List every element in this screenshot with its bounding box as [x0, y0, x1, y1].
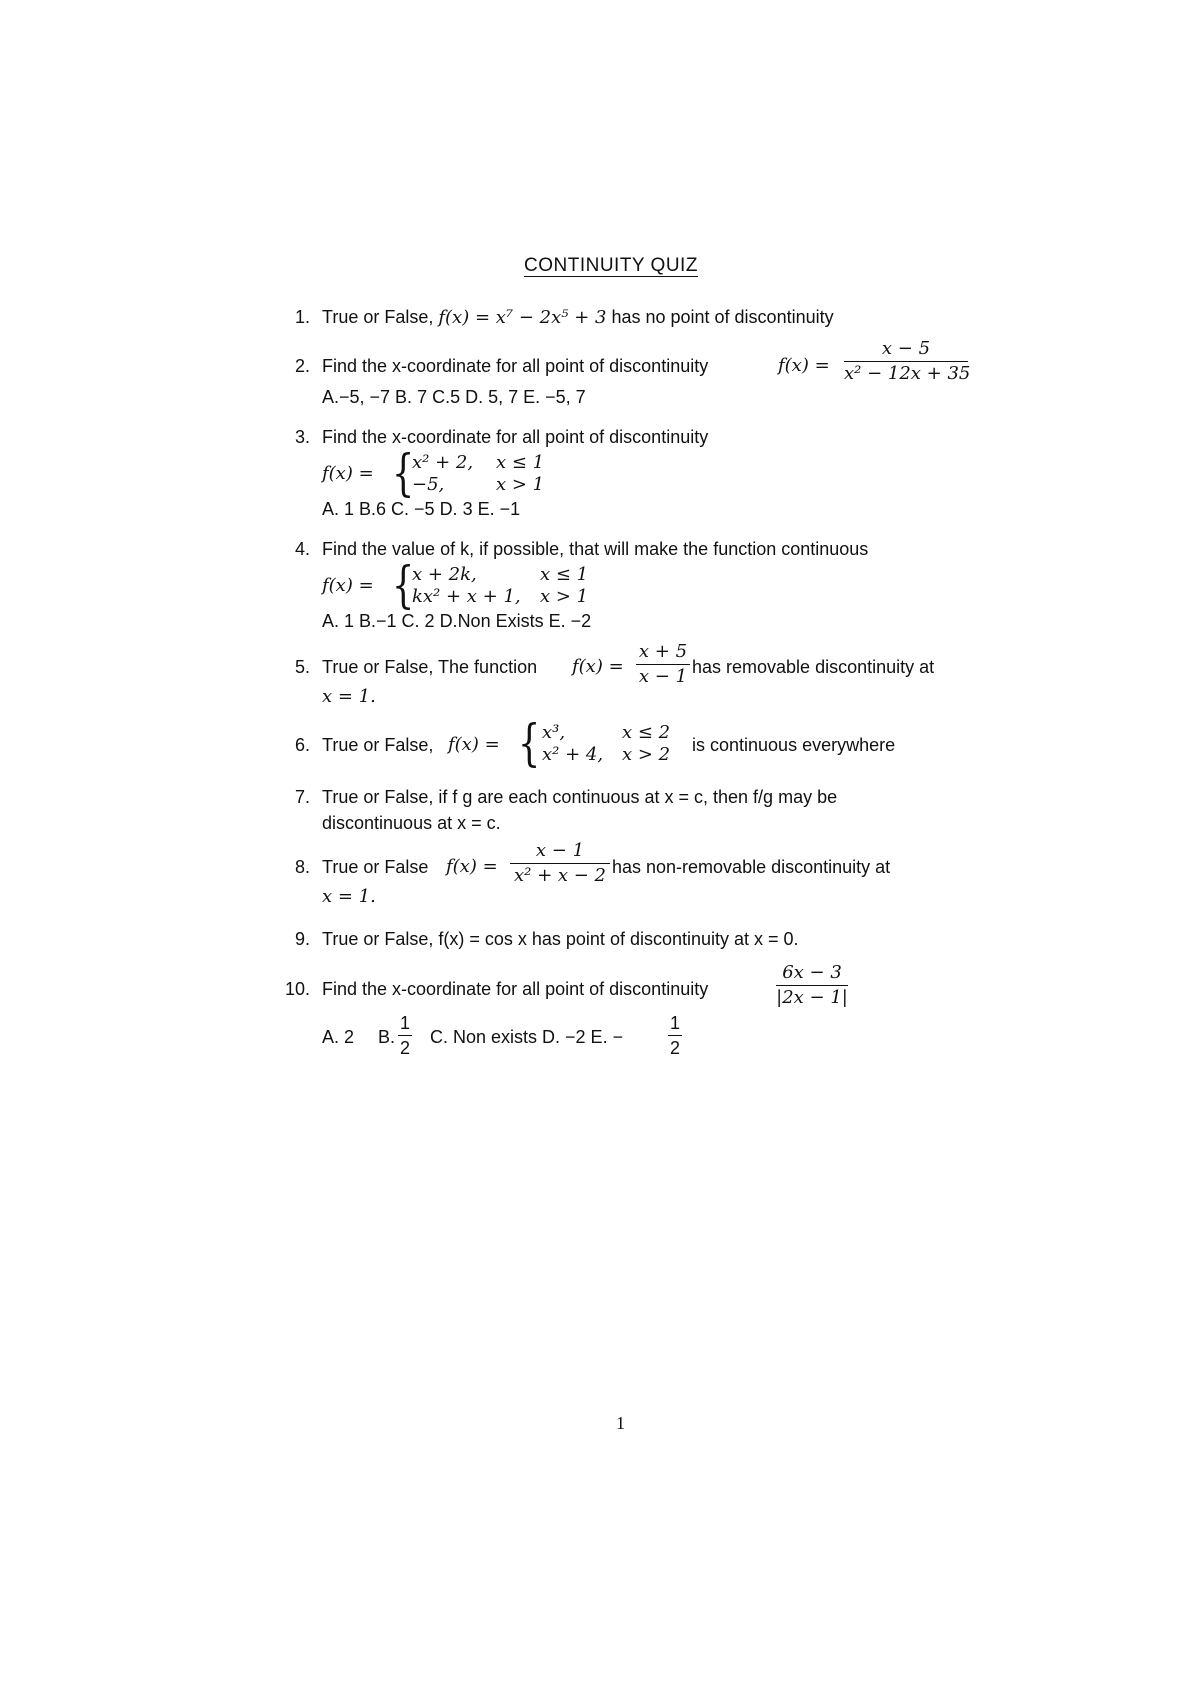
question-3-case1-expr: x² + 2,: [412, 452, 474, 473]
question-4-lhs: f(x) =: [322, 575, 374, 596]
question-1-number: 1.: [294, 307, 310, 327]
question-1-text: [322, 308, 834, 327]
question-10-numerator: 6x − 3: [782, 962, 842, 983]
fraction-bar: [636, 664, 690, 665]
left-brace-symbol: {: [392, 444, 415, 502]
question-2-lhs: f(x) =: [778, 355, 830, 376]
question-5-lhs: f(x) =: [572, 656, 624, 677]
question-8-number: 8.: [294, 857, 310, 877]
question-1-formula: f(x) = x⁷ − 2x⁵ + 3: [438, 307, 607, 328]
question-8-suffix: has non-removable discontinuity at: [612, 857, 891, 877]
question-8-numerator: x − 1: [535, 840, 585, 861]
question-6-suffix: is continuous everywhere: [692, 735, 896, 755]
question-6-case1-expr: x³,: [542, 722, 566, 743]
question-6-case2-expr: x² + 4,: [542, 744, 604, 765]
question-2-number: 2.: [294, 356, 310, 376]
question-4-case2-expr: kx² + x + 1,: [412, 586, 521, 607]
question-6-lhs: f(x) =: [448, 734, 500, 755]
question-4-case1-expr: x + 2k,: [412, 564, 477, 585]
question-10-choice-rest: C. Non exists D. −2 E. −: [430, 1027, 624, 1047]
question-4-case2-cond: x > 1: [540, 586, 589, 607]
question-7-line1: True or False, if f g are each continuous at x = c, then f/g may be: [322, 787, 838, 807]
question-8-lhs: f(x) =: [446, 856, 498, 877]
question-3-case2-cond: x > 1: [496, 474, 545, 495]
question-9-number: 9.: [294, 929, 310, 949]
question-3-text: Find the x-coordinate for all point of discontinuity: [322, 427, 709, 447]
fraction-bar: [398, 1035, 412, 1036]
left-brace-symbol: {: [392, 556, 415, 614]
question-1-prefix: True or False,: [322, 307, 439, 327]
fraction-bar: [510, 863, 610, 864]
question-3-case2-expr: −5,: [412, 474, 445, 495]
question-2-denominator: x² − 12x + 35: [844, 363, 971, 384]
question-2-text: Find the x-coordinate for all point of discontinuity: [322, 356, 709, 376]
question-5-denominator: x − 1: [638, 666, 688, 687]
fraction-bar: [668, 1035, 682, 1036]
question-1-suffix: has no point of discontinuity: [606, 307, 834, 327]
question-5-number: 5.: [294, 657, 310, 677]
fraction-bar: [844, 361, 968, 362]
choice-b-denominator: 2: [399, 1038, 410, 1058]
question-2-choices: A.−5, −7 B. 7 C.5 D. 5, 7 E. −5, 7: [322, 387, 586, 407]
question-3-number: 3.: [294, 427, 310, 447]
question-10-fraction: [776, 964, 848, 1007]
question-3-case1-cond: x ≤ 1: [496, 452, 545, 473]
question-6-prefix: True or False,: [322, 735, 434, 755]
question-5-numerator: x + 5: [638, 641, 688, 662]
question-8-denominator: x² + x − 2: [513, 865, 607, 886]
question-10-choice-b-fraction: [398, 1014, 412, 1057]
page-title: CONTINUITY QUIZ: [524, 255, 698, 276]
question-6-case2-cond: x > 2: [622, 744, 671, 765]
question-3-choices: A. 1 B.6 C. −5 D. 3 E. −1: [322, 499, 521, 519]
question-7-line2: discontinuous at x = c.: [322, 813, 501, 833]
choice-e-numerator: 1: [669, 1013, 680, 1033]
question-10-denominator: |2x − 1|: [776, 987, 848, 1008]
question-4-choices: A. 1 B.−1 C. 2 D.Non Exists E. −2: [322, 611, 592, 631]
question-5-fraction: [636, 643, 690, 686]
question-8-fraction: [510, 842, 610, 885]
question-10-text: Find the x-coordinate for all point of discontinuity: [322, 979, 709, 999]
question-2-numerator: x − 5: [881, 338, 931, 359]
question-10-number: 10.: [284, 979, 310, 999]
question-5-suffix: has removable discontinuity at: [692, 657, 935, 677]
question-8-prefix: True or False: [322, 857, 429, 877]
question-6-case1-cond: x ≤ 2: [622, 722, 671, 743]
question-7-number: 7.: [294, 787, 310, 807]
fraction-bar: [776, 985, 848, 986]
choice-b-numerator: 1: [399, 1013, 410, 1033]
question-5-prefix: True or False, The function: [322, 657, 538, 677]
left-brace-symbol: {: [518, 714, 541, 772]
question-4-number: 4.: [294, 539, 310, 559]
question-10-choice-a: A. 2: [322, 1027, 355, 1047]
question-10-choice-e-fraction: [668, 1014, 682, 1057]
question-9-text: True or False, f(x) = cos x has point of discontinuity at x = 0.: [322, 929, 799, 949]
question-5-line2: x = 1.: [322, 686, 376, 707]
question-3-lhs: f(x) =: [322, 463, 374, 484]
choice-e-denominator: 2: [669, 1038, 680, 1058]
question-8-line2: x = 1.: [322, 886, 376, 907]
page-number: 1: [616, 1413, 625, 1433]
question-2-fraction: [844, 338, 971, 384]
question-6-number: 6.: [294, 735, 310, 755]
question-10-choice-b-label: B.: [378, 1027, 396, 1047]
question-4-case1-cond: x ≤ 1: [540, 564, 589, 585]
question-4-text: Find the value of k, if possible, that will make the function continuous: [322, 539, 869, 559]
